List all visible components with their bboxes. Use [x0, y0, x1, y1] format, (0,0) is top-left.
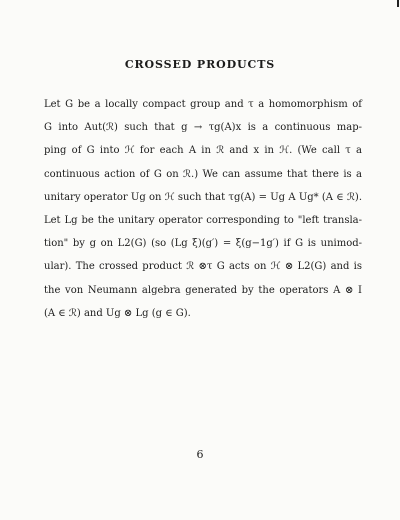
section-title: CROSSED PRODUCTS — [124, 58, 276, 71]
text-line: unitary operator Ug on ℋ such that τg(A) = Ug A Ug* (A ∈ ℛ). — [44, 191, 362, 203]
text-line: Let G be a locally compact group and τ a homomorphism of — [44, 99, 362, 110]
text-line: the von Neumann algebra generated by the operators A ⊗ I — [44, 284, 362, 296]
text-line: Let Lg be the unitary operator corresponding to "left transla- — [44, 214, 362, 226]
text-line: ping of G into ℋ for each A in ℛ and x in ℋ. (We call τ a — [44, 145, 362, 157]
text-line: (A ∈ ℛ) and Ug ⊗ Lg (g ∈ G). — [44, 307, 191, 319]
body-paragraph — [44, 93, 362, 325]
text-line: G into Aut(ℛ) such that g → τg(A)x is a continuous map- — [44, 122, 362, 134]
text-line: ular). The crossed product ℛ ⊗τ G acts on ℋ ⊗ L2(G) and is — [44, 261, 362, 273]
page-number: 6 — [196, 448, 204, 461]
scan-edge-mark — [397, 0, 399, 7]
text-line: continuous action of G on ℛ.) We can assume that there is a — [44, 168, 362, 180]
text-line: tion" by g on L2(G) (so (Lg ξ)(g′) = ξ(g−1g′) if G is unimod- — [44, 238, 362, 250]
